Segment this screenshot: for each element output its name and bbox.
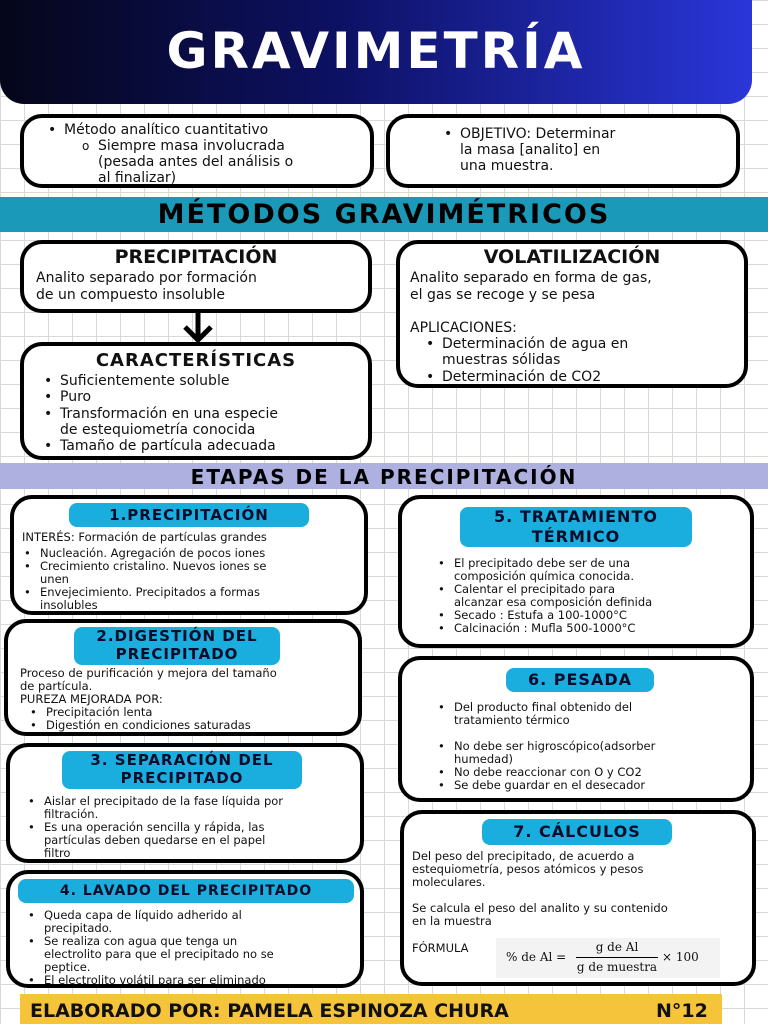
intro-sub-2: (pesada antes del análisis o: [98, 154, 294, 170]
objetivo-line-1: • OBJETIVO: Determinar: [460, 126, 615, 142]
etapa-3-box: [6, 743, 364, 863]
etapa-2-line-2: de partícula.: [20, 679, 93, 693]
etapa-2-pill: [74, 627, 280, 665]
etapa-1-line-2: • Nucleación. Agregación de pocos iones: [40, 547, 265, 560]
etapa-7-pill: [482, 819, 672, 845]
formula-numerator: g de Al: [595, 940, 639, 954]
etapa-2-line-1: Proceso de purificación y mejora del tamaño: [20, 666, 277, 680]
etapa-5-line-4: alcanzar esa composición definida: [454, 595, 653, 609]
intro-left-box: [20, 114, 374, 188]
etapa-5-title-2: TÉRMICO: [531, 527, 621, 546]
caract-item-3b: de estequiometría conocida: [60, 422, 256, 438]
footer-number: N°12: [656, 1000, 708, 1022]
etapa-6-title: 6. PESADA: [527, 670, 632, 689]
etapa-6-line-5: • No debe reaccionar con O y CO2: [454, 766, 642, 779]
precipitacion-title: PRECIPITACIÓN: [114, 246, 278, 268]
etapa-1-box: [10, 495, 368, 615]
etapa-4-pill: [18, 879, 354, 903]
etapa-1-line-1: INTERÉS: Formación de partículas grandes: [22, 530, 267, 544]
etapa-7-line-5: en la muestra: [412, 914, 492, 928]
etapa-4-line-5: peptice.: [44, 960, 91, 974]
aplicacion-2: • Determinación de CO2: [442, 369, 601, 385]
etapa-5-title-1: 5. TRATAMIENTO: [494, 507, 658, 526]
aplicacion-1: • Determinación de agua en: [442, 336, 628, 352]
formula-denominator: g de muestra: [576, 960, 658, 974]
etapa-5-line-1: • El precipitado debe ser de una: [454, 557, 630, 570]
etapa-2-line-5: • Digestión en condiciones saturadas: [46, 719, 251, 732]
volatilizacion-box: [396, 240, 748, 388]
etapa-2-line-4: • Precipitación lenta: [46, 706, 152, 719]
etapa-3-line-5: filtro: [44, 846, 71, 860]
page-title: GRAVIMETRÍA: [166, 22, 586, 80]
formula: [496, 938, 720, 978]
etapa-2-line-3: PUREZA MEJORADA POR:: [20, 692, 163, 706]
volatil-line-2: el gas se recoge y se pesa: [410, 287, 596, 303]
etapa-6-line-6: • Se debe guardar en el desecador: [454, 779, 645, 792]
metodos-title: MÉTODOS GRAVIMÉTRICOS: [157, 199, 611, 230]
etapa-6-pill: [506, 668, 654, 692]
etapa-1-title: 1.PRECIPITACIÓN: [109, 506, 269, 524]
caract-item-1: • Suficientemente soluble: [60, 373, 229, 389]
etapas-title: ETAPAS DE LA PRECIPITACIÓN: [190, 465, 578, 489]
etapa-3-title-2: PRECIPITADO: [120, 769, 244, 787]
caract-item-3: • Transformación en una especie: [60, 406, 278, 422]
etapa-4-line-2: precipitado.: [44, 921, 113, 935]
precipitacion-box: [20, 240, 372, 313]
etapa-4-line-6: • El electrolito volátil para ser eliminado: [44, 974, 266, 987]
etapa-3-line-3: • Es una operación sencilla y rápida, las: [44, 821, 264, 834]
caract-item-4: • Tamaño de partícula adecuada: [60, 438, 276, 454]
etapa-5-line-3: • Calentar el precipitado para: [454, 583, 615, 596]
formula-label: FÓRMULA: [412, 941, 469, 955]
etapa-5-pill: [460, 507, 692, 547]
precipitacion-line-1: Analito separado por formación: [36, 270, 257, 286]
intro-sub-1: o Siempre masa involucrada: [98, 138, 285, 154]
volatilizacion-title: VOLATILIZACIÓN: [483, 246, 661, 268]
etapa-3-line-4: partículas deben quedarse en el papel: [44, 833, 266, 847]
intro-sub-3: al finalizar): [98, 170, 177, 186]
etapa-2-title-2: PRECIPITADO: [115, 645, 239, 663]
precipitacion-line-2: de un compuesto insoluble: [36, 287, 225, 303]
etapa-1-line-5: • Envejecimiento. Precipitados a formas: [40, 586, 260, 599]
etapa-2-title-1: 2.DIGESTIÓN DEL: [96, 627, 258, 645]
etapa-1-pill: [69, 503, 309, 527]
etapa-7-box: [400, 810, 756, 986]
etapa-1-line-3: • Crecimiento cristalino. Nuevos iones se: [40, 560, 266, 573]
etapa-7-title: 7. CÁLCULOS: [513, 822, 641, 841]
etapa-1-line-4: unen: [40, 572, 69, 586]
etapa-3-line-1: • Aislar el precipitado de la fase líquida por: [44, 795, 283, 808]
etapa-7-line-4: Se calcula el peso del analito y su contenido: [412, 901, 668, 915]
aplicaciones-label: APLICACIONES:: [410, 320, 517, 336]
etapa-6-line-1: • Del producto final obtenido del: [454, 701, 632, 714]
aplicacion-1b: muestras sólidas: [442, 352, 561, 368]
objetivo-line-2: la masa [analito] en: [460, 142, 601, 158]
volatil-line-1: Analito separado en forma de gas,: [410, 270, 652, 286]
etapa-7-line-1: Del peso del precipitado, de acuerdo a: [412, 849, 635, 863]
objetivo-line-3: una muestra.: [460, 158, 554, 174]
etapa-3-pill: [62, 751, 302, 789]
etapa-5-line-2: composición química conocida.: [454, 569, 634, 583]
etapa-4-box: [6, 870, 364, 988]
etapa-7-line-2: estequiometría, pesos atómicos y pesos: [412, 862, 644, 876]
etapa-1-line-6: insolubles: [40, 598, 98, 612]
caract-item-2: • Puro: [60, 389, 91, 405]
etapa-6-box: [398, 656, 754, 802]
etapa-6-line-3: • No debe ser higroscópico(adsorber: [454, 740, 655, 753]
etapa-3-line-2: filtración.: [44, 807, 99, 821]
arrow-down-icon: [180, 311, 216, 345]
etapa-5-line-5: • Secado : Estufa a 100-1000°C: [454, 609, 627, 622]
intro-right-box: [386, 114, 740, 188]
footer-author: ELABORADO POR: PAMELA ESPINOZA CHURA: [30, 1000, 509, 1022]
etapa-4-line-3: • Se realiza con agua que tenga un: [44, 935, 237, 948]
caracteristicas-box: [20, 342, 372, 460]
etapa-4-line-1: • Queda capa de líquido adherido al: [44, 909, 242, 922]
etapa-6-line-2: tratamiento térmico: [454, 713, 570, 727]
etapa-6-line-4: humedad): [454, 752, 513, 766]
formula-lhs: % de Al =: [506, 950, 567, 964]
etapa-4-title: 4. LAVADO DEL PRECIPITADO: [59, 883, 313, 899]
intro-bullet: • Método analítico cuantitativo: [64, 122, 268, 138]
etapa-2-box: [4, 619, 362, 736]
etapa-7-line-3: moleculares.: [412, 875, 486, 889]
etapa-4-line-4: electrolito para que el precipitado no se: [44, 947, 274, 961]
etapa-5-line-6: • Calcinación : Mufla 500-1000°C: [454, 622, 635, 635]
caracteristicas-title: CARACTERÍSTICAS: [95, 350, 297, 371]
formula-rhs: × 100: [662, 950, 699, 964]
etapa-5-box: [398, 495, 754, 648]
formula-fraction-bar: [576, 957, 658, 958]
etapa-3-title-1: 3. SEPARACIÓN DEL: [90, 751, 274, 769]
